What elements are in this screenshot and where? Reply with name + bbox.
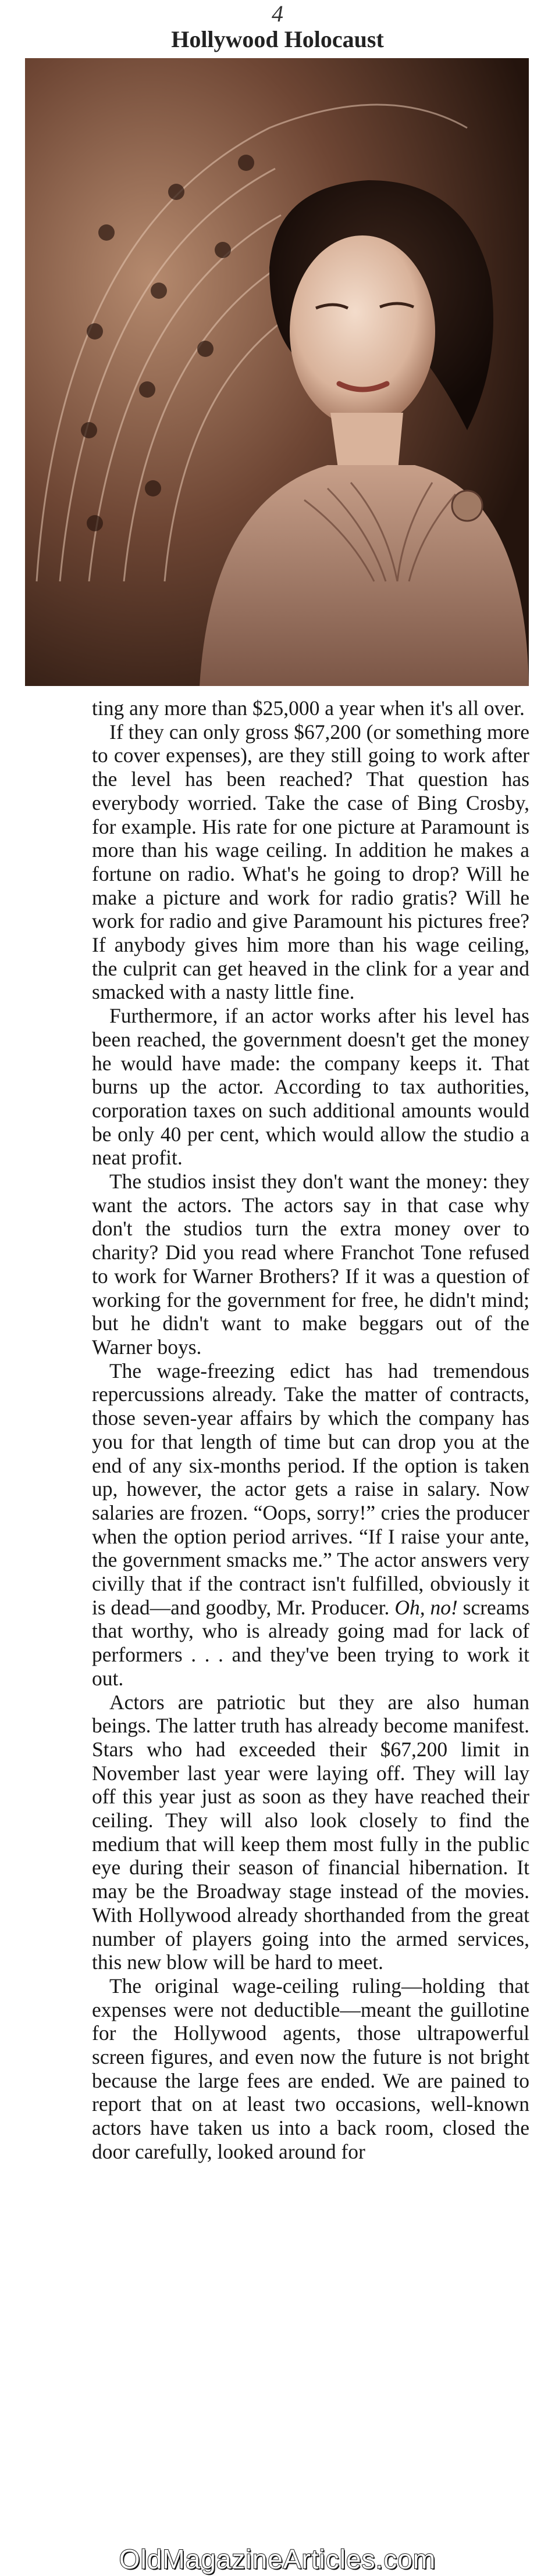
article-emphasis: Oh, no! (394, 1595, 458, 1619)
article-paragraph: The original wage-ceiling ruling—holding that expenses were not deductible—meant the guillotine for the Hollywood agents, those ultrapowerful screen figures, and even now the future is not bright because the large fees are ended. We are pained to report that on at least two occasions, well-known actors have taken us into a back room, closed the door carefully, looked around for (92, 1974, 529, 2163)
page-number: 4 (272, 1, 283, 27)
site-watermark[interactable]: OldMagazineArticles.com (119, 2544, 436, 2574)
article-paragraph-text: screams that worthy, who is already going mad for lack of performers . . . and they've been trying to work it out. (92, 1595, 529, 1690)
portrait-photo (25, 58, 529, 686)
article-paragraph: If they can only gross $67,200 (or something more to cover expenses), are they still going to work after the level has been reached? That question has everybody worried. Take the case of Bing Crosby, for example. His rate for one picture at Paramount is more than his wage ceiling. In addition he makes a fortune on radio. What's he going to drop? Will he make a picture and work for radio gratis? Will he work for radio and give Paramount his pictures free? If anybody gives him more than his wage ceiling, the culprit can get heaved in the clink for a year and smacked with a nasty little fine. (92, 720, 529, 1004)
portrait-photo-icon (25, 58, 529, 686)
article-paragraph (92, 1359, 529, 1691)
article-paragraph: The studios insist they don't want the money: they want the actors. The actors say in that case why don't the studios turn the extra money over to charity? Did you read where Franchot Tone refused to work for Warner Brothers? If it was a question of working for the government for free, he didn't mind; but he didn't want to make beggars out of the Warner boys. (92, 1170, 529, 1359)
article-paragraph: ting any more than $25,000 a year when it's all over. (92, 696, 525, 720)
page-title: Hollywood Holocaust (171, 26, 384, 52)
article-paragraph-text: The wage-freezing edict has had tremendous repercussions already. Take the matter of contracts, those seven-year affairs by which the company has you for that length of time but can drop you at the end of any six-months period. If the option is taken up, however, the actor gets a raise in salary. Now salaries are frozen. “Oops, sorry!” cries the producer when the option period arrives. “If I raise your ante, the government smacks me.” The actor answers very civilly that if the contract isn't fulfilled, obviously it is dead—and goodby, Mr. Producer. (92, 1359, 529, 1619)
article-paragraph: Actors are patriotic but they are also human beings. The latter truth has already become manifest. Stars who had exceeded their $67,200 limit in November last year were laying off. They will lay off this year just as soon as they have reached their ceiling. They will also look closely to find the medium that will keep them most fully in the public eye during their season of financial hibernation. It may be the Broadway stage instead of the movies. With Hollywood already shorthanded from the great number of players going into the armed services, this new blow will be hard to meet. (92, 1690, 529, 1974)
article-body (92, 696, 529, 2164)
article-paragraph: Furthermore, if an actor works after his level has been reached, the government doesn't get the money he would have made: the company keeps it. That burns up the actor. According to tax authorities, corporation taxes on such additional amounts would be only 40 per cent, which would allow the studio a neat profit. (92, 1004, 529, 1170)
